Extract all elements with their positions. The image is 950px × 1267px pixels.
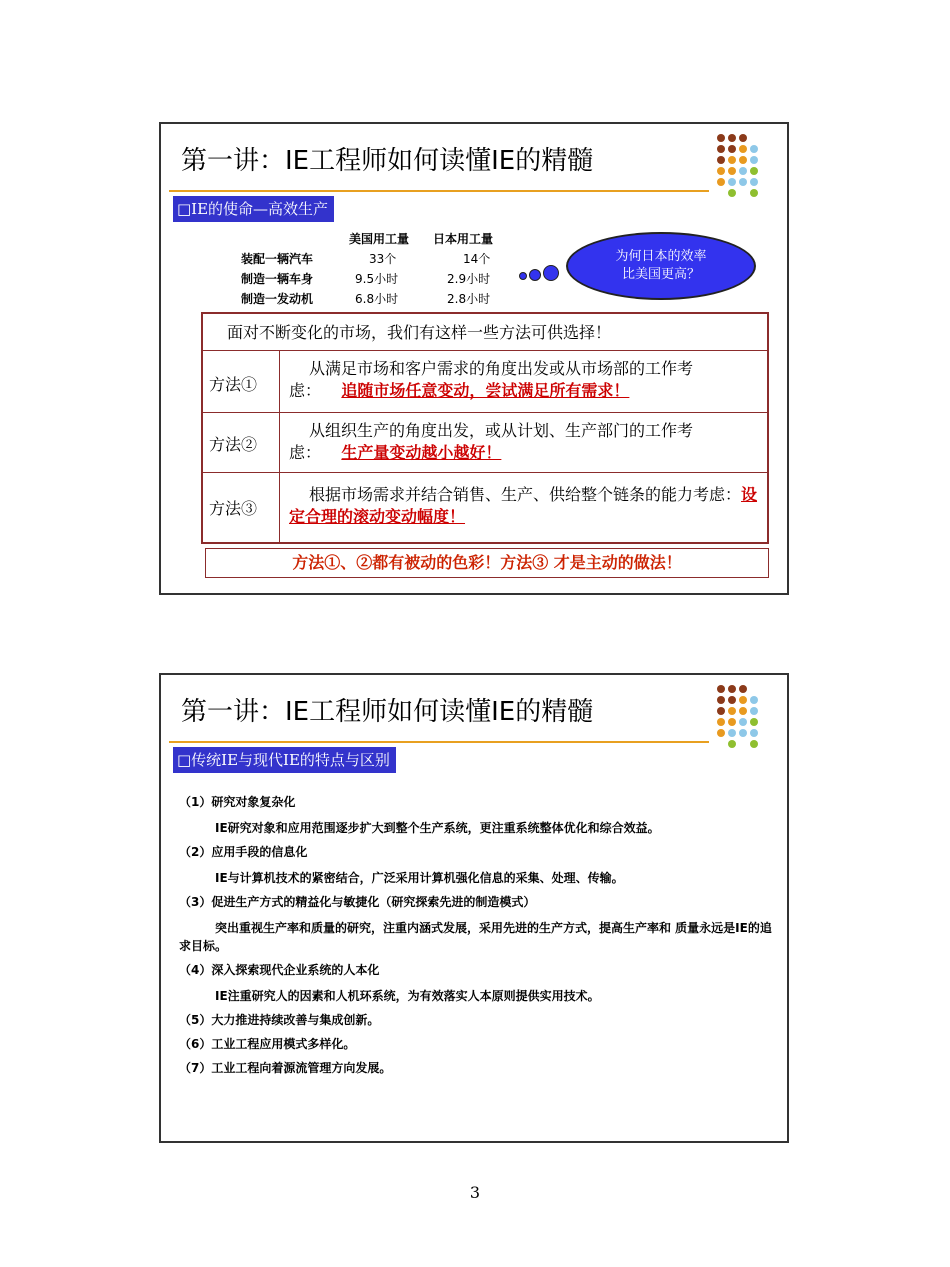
method-text bbox=[289, 484, 759, 528]
row-label: 装配一辆汽车 bbox=[241, 252, 314, 266]
list-item bbox=[179, 893, 779, 955]
decorative-dot bbox=[717, 178, 725, 186]
title-rule bbox=[169, 741, 709, 743]
divider bbox=[203, 472, 767, 473]
divider bbox=[203, 350, 767, 351]
cloud-line-1: 为何日本的效率 bbox=[615, 249, 707, 264]
slide-1 bbox=[159, 122, 789, 595]
column-header-jp: 日本用工量 bbox=[433, 232, 494, 246]
decorative-dot bbox=[717, 167, 725, 175]
point-description: IE与计算机技术的紧密结合，广泛采用计算机强化信息的采集、处理、传输。 bbox=[215, 871, 624, 885]
method-highlight: 追随市场任意变动，尝试满足所有需求！ bbox=[341, 381, 630, 400]
decorative-dot bbox=[739, 134, 747, 142]
decorative-dot bbox=[750, 178, 758, 186]
question-cloud bbox=[566, 232, 756, 300]
decorative-dot bbox=[739, 145, 747, 153]
title-rule bbox=[169, 190, 709, 192]
point-heading: （7）工业工程向着源流管理方向发展。 bbox=[179, 1061, 392, 1075]
cell-us: 33个 bbox=[369, 252, 397, 266]
decorative-dot bbox=[728, 707, 736, 715]
list-item bbox=[179, 1059, 779, 1077]
method-highlight: 生产量变动越小越好！ bbox=[341, 443, 502, 462]
decorative-dot bbox=[750, 729, 758, 737]
list-item bbox=[179, 961, 779, 1005]
decorative-dot bbox=[717, 145, 725, 153]
decorative-dot bbox=[750, 189, 758, 197]
point-heading: （1）研究对象复杂化 bbox=[179, 795, 296, 809]
cell-jp: 2.8小时 bbox=[447, 292, 491, 306]
decorative-dot bbox=[728, 145, 736, 153]
list-item bbox=[179, 1011, 779, 1029]
slide-title: 第一讲：IE工程师如何读懂IE的精髓 bbox=[181, 697, 594, 727]
point-description: IE研究对象和应用范围逐步扩大到整个生产系统，更注重系统整体优化和综合效益。 bbox=[215, 821, 660, 835]
thought-bubble-small bbox=[519, 272, 527, 280]
method-highlight: 设定合理的滚动变动幅度！ bbox=[289, 485, 758, 526]
point-heading: （2）应用手段的信息化 bbox=[179, 845, 308, 859]
point-description: 突出重视生产率和质量的研究，注重内涵式发展，采用先进的生产方式，提高生产率和 质量永远是IE的追求目标。 bbox=[179, 921, 772, 953]
decorative-dot bbox=[717, 729, 725, 737]
column-header-us: 美国用工量 bbox=[349, 232, 410, 246]
decorative-dot bbox=[717, 696, 725, 704]
point-heading: （4）深入探索现代企业系统的人本化 bbox=[179, 963, 380, 977]
point-description: IE注重研究人的因素和人机环系统，为有效落实人本原则提供实用技术。 bbox=[215, 989, 600, 1003]
divider bbox=[203, 412, 767, 413]
decorative-dot bbox=[728, 156, 736, 164]
decorative-dot bbox=[717, 718, 725, 726]
decorative-dot bbox=[728, 189, 736, 197]
point-heading: （6）工业工程应用模式多样化。 bbox=[179, 1037, 356, 1051]
decorative-dot bbox=[750, 167, 758, 175]
slide-title: 第一讲：IE工程师如何读懂IE的精髓 bbox=[181, 146, 594, 176]
thought-bubble-large bbox=[543, 265, 559, 281]
cloud-line-2: 比美国更高？ bbox=[621, 267, 700, 282]
cell-us: 9.5小时 bbox=[355, 272, 399, 286]
decorative-dots-icon bbox=[717, 685, 777, 775]
method-label: 方法② bbox=[209, 435, 258, 454]
decorative-dots-icon bbox=[717, 134, 777, 224]
method-label: 方法③ bbox=[209, 499, 258, 518]
cell-jp: 14个 bbox=[463, 252, 491, 266]
conclusion-banner: 方法①、②都有被动的色彩！方法③ 才是主动的做法！ bbox=[205, 548, 769, 578]
decorative-dot bbox=[728, 178, 736, 186]
decorative-dot bbox=[728, 685, 736, 693]
decorative-dot bbox=[717, 134, 725, 142]
methods-table bbox=[201, 312, 769, 544]
decorative-dot bbox=[739, 707, 747, 715]
decorative-dot bbox=[750, 740, 758, 748]
thought-bubble-medium bbox=[529, 269, 541, 281]
point-heading: （5）大力推进持续改善与集成创新。 bbox=[179, 1013, 380, 1027]
method-text bbox=[289, 358, 759, 402]
cell-us: 6.8小时 bbox=[355, 292, 399, 306]
list-item bbox=[179, 793, 779, 837]
decorative-dot bbox=[750, 145, 758, 153]
methods-intro: 面对不断变化的市场，我们有这样一些方法可供选择！ bbox=[227, 323, 612, 342]
list-item bbox=[179, 1035, 779, 1053]
decorative-dot bbox=[750, 707, 758, 715]
decorative-dot bbox=[739, 729, 747, 737]
decorative-dot bbox=[728, 740, 736, 748]
list-item bbox=[179, 843, 779, 887]
decorative-dot bbox=[728, 696, 736, 704]
decorative-dot bbox=[750, 156, 758, 164]
decorative-dot bbox=[728, 167, 736, 175]
decorative-dot bbox=[717, 156, 725, 164]
method-description: 从满足市场和客户需求的角度出发或从市场部的工作考虑： bbox=[289, 359, 694, 400]
point-heading: （3）促进生产方式的精益化与敏捷化（研究探索先进的制造模式） bbox=[179, 895, 536, 909]
decorative-dot bbox=[739, 167, 747, 175]
method-description: 从组织生产的角度出发，或从计划、生产部门的工作考虑： bbox=[289, 421, 694, 462]
decorative-dot bbox=[739, 685, 747, 693]
decorative-dot bbox=[728, 134, 736, 142]
method-text bbox=[289, 420, 759, 464]
method-label: 方法① bbox=[209, 375, 258, 394]
decorative-dot bbox=[728, 718, 736, 726]
feature-list bbox=[179, 793, 779, 1083]
row-label: 制造一辆车身 bbox=[241, 272, 314, 286]
slide-2 bbox=[159, 673, 789, 1143]
divider bbox=[279, 350, 280, 542]
decorative-dot bbox=[750, 718, 758, 726]
decorative-dot bbox=[739, 718, 747, 726]
decorative-dot bbox=[750, 696, 758, 704]
decorative-dot bbox=[739, 696, 747, 704]
decorative-dot bbox=[717, 707, 725, 715]
decorative-dot bbox=[717, 685, 725, 693]
decorative-dot bbox=[739, 178, 747, 186]
decorative-dot bbox=[728, 729, 736, 737]
section-tag: □IE的使命—高效生产 bbox=[173, 196, 334, 222]
row-label: 制造一发动机 bbox=[241, 292, 314, 306]
page-number: 3 bbox=[469, 1183, 481, 1202]
decorative-dot bbox=[739, 156, 747, 164]
cell-jp: 2.9小时 bbox=[447, 272, 491, 286]
method-description: 根据市场需求并结合销售、生产、供给整个链条的能力考虑： bbox=[309, 485, 742, 504]
section-tag: □传统IE与现代IE的特点与区别 bbox=[173, 747, 396, 773]
